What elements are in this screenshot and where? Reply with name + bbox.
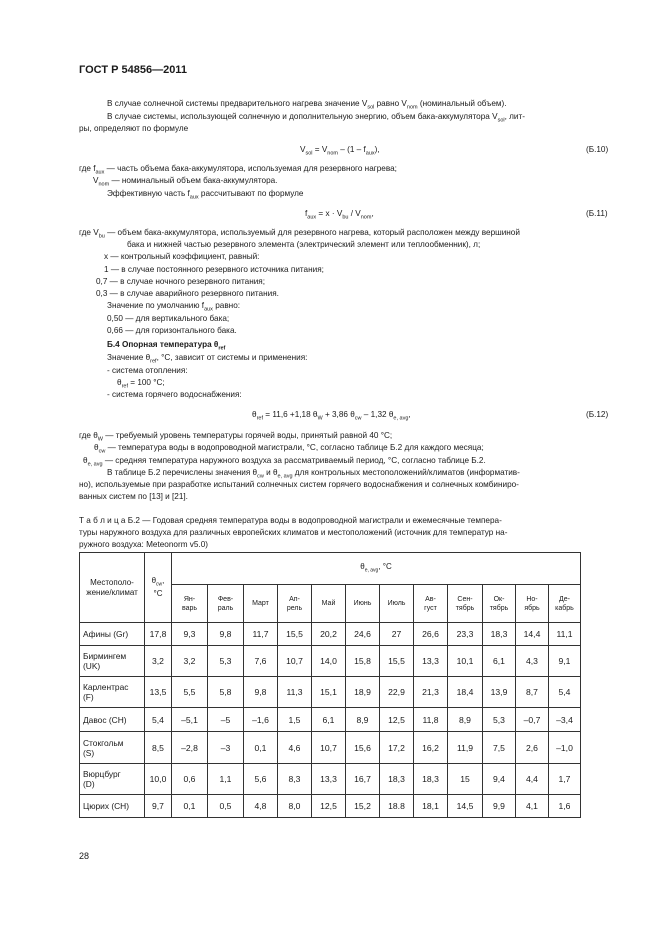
list-item: $\theta_{ref} = 100$ °С; — [117, 378, 165, 390]
cell-value: 9,1 — [549, 646, 581, 677]
cell-value: 5,5 — [172, 677, 208, 708]
cell-value: 15,6 — [346, 732, 380, 764]
para-combined-system: В случае системы, использующей солнечную и дополнительную энергию, объем бака-аккумулятора $V_{sol}$, лит- — [107, 112, 525, 124]
cell-value: 4,1 — [516, 795, 549, 818]
cell-location: Давос (CH) — [80, 708, 145, 732]
para-combined-system-cont: ры, определяют по формуле — [79, 124, 189, 133]
cell-theta-cw: 3,2 — [145, 646, 172, 677]
header-month: Май — [312, 585, 346, 623]
cell-value: 12,5 — [312, 795, 346, 818]
cell-location: Бирмингем (UK) — [80, 646, 145, 677]
cell-value: 5,6 — [244, 764, 278, 795]
header-month: Де- кабрь — [549, 585, 581, 623]
table-row — [80, 795, 581, 818]
cell-value: 24,6 — [346, 623, 380, 646]
cell-value: 5,3 — [483, 708, 516, 732]
cell-value: –5,1 — [172, 708, 208, 732]
cell-value: 10,7 — [278, 646, 312, 677]
cell-value: 4,4 — [516, 764, 549, 795]
cell-value: 3,2 — [172, 646, 208, 677]
list-item: 1 — в случае постоянного резервного источника питания; — [104, 265, 324, 274]
cell-value: 4,3 — [516, 646, 549, 677]
table-row — [80, 764, 581, 795]
cell-value: 21,3 — [414, 677, 448, 708]
cell-value: 18,3 — [380, 764, 414, 795]
definition-theta-w: где $\theta_W$ — требуемый уровень температуры горячей воды, принятый равной 40 °С; — [79, 431, 393, 443]
cell-theta-cw: 5,4 — [145, 708, 172, 732]
cell-value: 8,0 — [278, 795, 312, 818]
cell-value: 18,3 — [483, 623, 516, 646]
list-item: - система отопления: — [107, 366, 188, 375]
cell-value: 0,5 — [208, 795, 244, 818]
header-month: Но- ябрь — [516, 585, 549, 623]
list-item: 0,66 — для горизонтального бака. — [107, 326, 237, 335]
cell-value: 13,9 — [483, 677, 516, 708]
cell-value: 15,2 — [346, 795, 380, 818]
cell-value: –1,0 — [549, 732, 581, 764]
cell-value: 15 — [448, 764, 483, 795]
cell-value: 1,1 — [208, 764, 244, 795]
cell-value: 8,9 — [346, 708, 380, 732]
table-row — [80, 623, 581, 646]
header-month: Ян- варь — [172, 585, 208, 623]
cell-value: 0,1 — [172, 795, 208, 818]
cell-value: –0,7 — [516, 708, 549, 732]
cell-theta-cw: 10,0 — [145, 764, 172, 795]
cell-value: 11,8 — [414, 708, 448, 732]
cell-value: 6,1 — [312, 708, 346, 732]
cell-value: 0,1 — [244, 732, 278, 764]
list-item: 0,7 — в случае ночного резервного питания; — [96, 277, 266, 286]
cell-value: 8,3 — [278, 764, 312, 795]
cell-value: 5,4 — [549, 677, 581, 708]
para-table-ref-cont: но), используемые при разработке испытаний солнечных систем горячего водоснабжения и солнечных комбиниро- — [79, 480, 519, 489]
cell-location: Вюрцбург (D) — [80, 764, 145, 795]
cell-value: 11,7 — [244, 623, 278, 646]
cell-value: 4,6 — [278, 732, 312, 764]
cell-value: –3,4 — [549, 708, 581, 732]
cell-value: 0,6 — [172, 764, 208, 795]
cell-value: 23,3 — [448, 623, 483, 646]
cell-value: 16,7 — [346, 764, 380, 795]
definition-x: x — контрольный коэффициент, равный: — [104, 252, 260, 261]
definition-vnom: $V_{nom}$ — номинальный объем бака-аккумулятора. — [93, 176, 278, 188]
cell-value: –3 — [208, 732, 244, 764]
table-caption: ружного воздуха: Meteonorm v5.0) — [79, 540, 208, 549]
cell-value: 14,4 — [516, 623, 549, 646]
definition-theta-eavg: $\theta_{e, avg}$ — средняя температура наружного воздуха за рассматриваемый период, °С, согласно таблице Б.2. — [83, 456, 486, 468]
cell-value: –5 — [208, 708, 244, 732]
cell-location: Карлентрас (F) — [80, 677, 145, 708]
cell-value: 18,4 — [448, 677, 483, 708]
cell-value: 9,3 — [172, 623, 208, 646]
definition-theta-cw: $\theta_{cw}$ — температура воды в водопроводной магистрали, °С, согласно таблице Б.2 для каждого месяца; — [94, 443, 484, 455]
formula-b10: $V_{sol} = V_{nom} - (1 - f_{aux})$, — [300, 145, 380, 157]
cell-value: 14,5 — [448, 795, 483, 818]
header-month: Фев- раль — [208, 585, 244, 623]
formula-b12: $\theta_{ref} = 11,6 +1,18$ $\theta_W + 3,86$ $\theta_{cw} - 1,32$ $\theta_{e, avg}$, — [252, 410, 411, 422]
header-theta-cw: $\theta_{cw}$, °С — [145, 553, 172, 623]
cell-value: 10,1 — [448, 646, 483, 677]
formula-number: (Б.10) — [586, 145, 609, 154]
cell-value: 8,9 — [448, 708, 483, 732]
definition-faux: где $f_{aux}$ — часть объема бака-аккумулятора, используемая для резервного нагрева; — [79, 164, 397, 176]
cell-value: 11,1 — [549, 623, 581, 646]
formula-b11: $f_{aux} = x \cdot V_{bu} / V_{nom}$, — [305, 209, 374, 221]
header-month: Ав- густ — [414, 585, 448, 623]
header-month: Ок- тябрь — [483, 585, 516, 623]
cell-value: 8,7 — [516, 677, 549, 708]
header-month: Ап- рель — [278, 585, 312, 623]
formula-number: (Б.12) — [586, 410, 609, 419]
list-item: - система горячего водоснабжения: — [107, 390, 242, 399]
definition-vbu-cont: бака и нижней частью резервного элемента (электрический элемент или теплообменник), л; — [127, 240, 481, 249]
page-number: 28 — [79, 851, 90, 861]
cell-value: 5,3 — [208, 646, 244, 677]
para-solar-preheat: В случае солнечной системы предварительного нагрева значение $V_{sol}$ равно $V_{nom}$ (номинальный объем). — [107, 99, 507, 111]
cell-location: Цюрих (CH) — [80, 795, 145, 818]
cell-value: 18,9 — [346, 677, 380, 708]
header-month: Июль — [380, 585, 414, 623]
cell-value: 18,1 — [414, 795, 448, 818]
cell-value: 18,3 — [414, 764, 448, 795]
cell-value: 13,3 — [312, 764, 346, 795]
table-row — [80, 677, 581, 708]
table-row — [80, 708, 581, 732]
cell-theta-cw: 8,5 — [145, 732, 172, 764]
cell-value: 7,5 — [483, 732, 516, 764]
section-heading: Б.4 Опорная температура $\theta_{ref}$ — [107, 340, 226, 352]
cell-location: Афины (Gr) — [80, 623, 145, 646]
header-month: Июнь — [346, 585, 380, 623]
cell-value: 15,5 — [278, 623, 312, 646]
para-effective-part: Эффективную часть $f_{aux}$ рассчитывают по формуле — [107, 189, 304, 201]
definition-vbu: где $V_{bu}$ — объем бака-аккумулятора, используемый для резервного нагрева, который расположен между вершиной — [79, 228, 520, 240]
cell-value: –1,6 — [244, 708, 278, 732]
cell-location: Стокгольм (S) — [80, 732, 145, 764]
cell-value: 9,9 — [483, 795, 516, 818]
table-row — [80, 646, 581, 677]
header-month: Март — [244, 585, 278, 623]
table-caption: Т а б л и ц а Б.2 — Годовая средняя температура воды в водопроводной магистрали и ежемесячные темпера- — [79, 516, 502, 525]
cell-value: 16,2 — [414, 732, 448, 764]
cell-theta-cw: 17,8 — [145, 623, 172, 646]
cell-value: 4,8 — [244, 795, 278, 818]
cell-value: 15,1 — [312, 677, 346, 708]
cell-value: 15,5 — [380, 646, 414, 677]
page-header: ГОСТ Р 54856—2011 — [79, 64, 187, 76]
table-caption: туры наружного воздуха для различных европейских климатов и местоположений (источник для температур на- — [79, 528, 508, 537]
cell-value: 18.8 — [380, 795, 414, 818]
para-table-ref: В таблице Б.2 перечислены значения $\theta_{cw}$ и $\theta_{e, avg}$ для контрольных местоположений/климатов (информатив- — [107, 468, 520, 480]
cell-value: 7,6 — [244, 646, 278, 677]
cell-value: 11,3 — [278, 677, 312, 708]
cell-value: 9,4 — [483, 764, 516, 795]
cell-value: 20,2 — [312, 623, 346, 646]
cell-value: –2,8 — [172, 732, 208, 764]
cell-value: 5,8 — [208, 677, 244, 708]
cell-value: 13,3 — [414, 646, 448, 677]
cell-value: 1,5 — [278, 708, 312, 732]
cell-value: 22,9 — [380, 677, 414, 708]
formula-number: (Б.11) — [586, 209, 608, 218]
header-location: Местополо- жение/климат — [80, 553, 145, 623]
cell-value: 11,9 — [448, 732, 483, 764]
cell-value: 17,2 — [380, 732, 414, 764]
data-table — [79, 552, 581, 818]
header-month: Сен- тябрь — [448, 585, 483, 623]
list-item: 0,3 — в случае аварийного резервного питания. — [96, 289, 279, 298]
cell-value: 27 — [380, 623, 414, 646]
cell-theta-cw: 13,5 — [145, 677, 172, 708]
cell-value: 1,7 — [549, 764, 581, 795]
para-default-faux: Значение по умолчанию $f_{aux}$ равно: — [107, 301, 241, 313]
cell-value: 14,0 — [312, 646, 346, 677]
cell-value: 6,1 — [483, 646, 516, 677]
cell-value: 9,8 — [208, 623, 244, 646]
cell-value: 9,8 — [244, 677, 278, 708]
para-theta-ref: Значение $\theta_{ref}$, °С, зависит от системы и применения: — [107, 353, 308, 365]
cell-value: 26,6 — [414, 623, 448, 646]
cell-value: 10,7 — [312, 732, 346, 764]
table-row — [80, 732, 581, 764]
header-theta-eavg: $\theta_{e, avg}$, °С — [172, 553, 581, 585]
list-item: 0,50 — для вертикального бака; — [107, 314, 230, 323]
para-table-ref-cont: ванных систем по [13] и [21]. — [79, 492, 188, 501]
cell-value: 15,8 — [346, 646, 380, 677]
cell-theta-cw: 9,7 — [145, 795, 172, 818]
cell-value: 1,6 — [549, 795, 581, 818]
cell-value: 2,6 — [516, 732, 549, 764]
cell-value: 12,5 — [380, 708, 414, 732]
